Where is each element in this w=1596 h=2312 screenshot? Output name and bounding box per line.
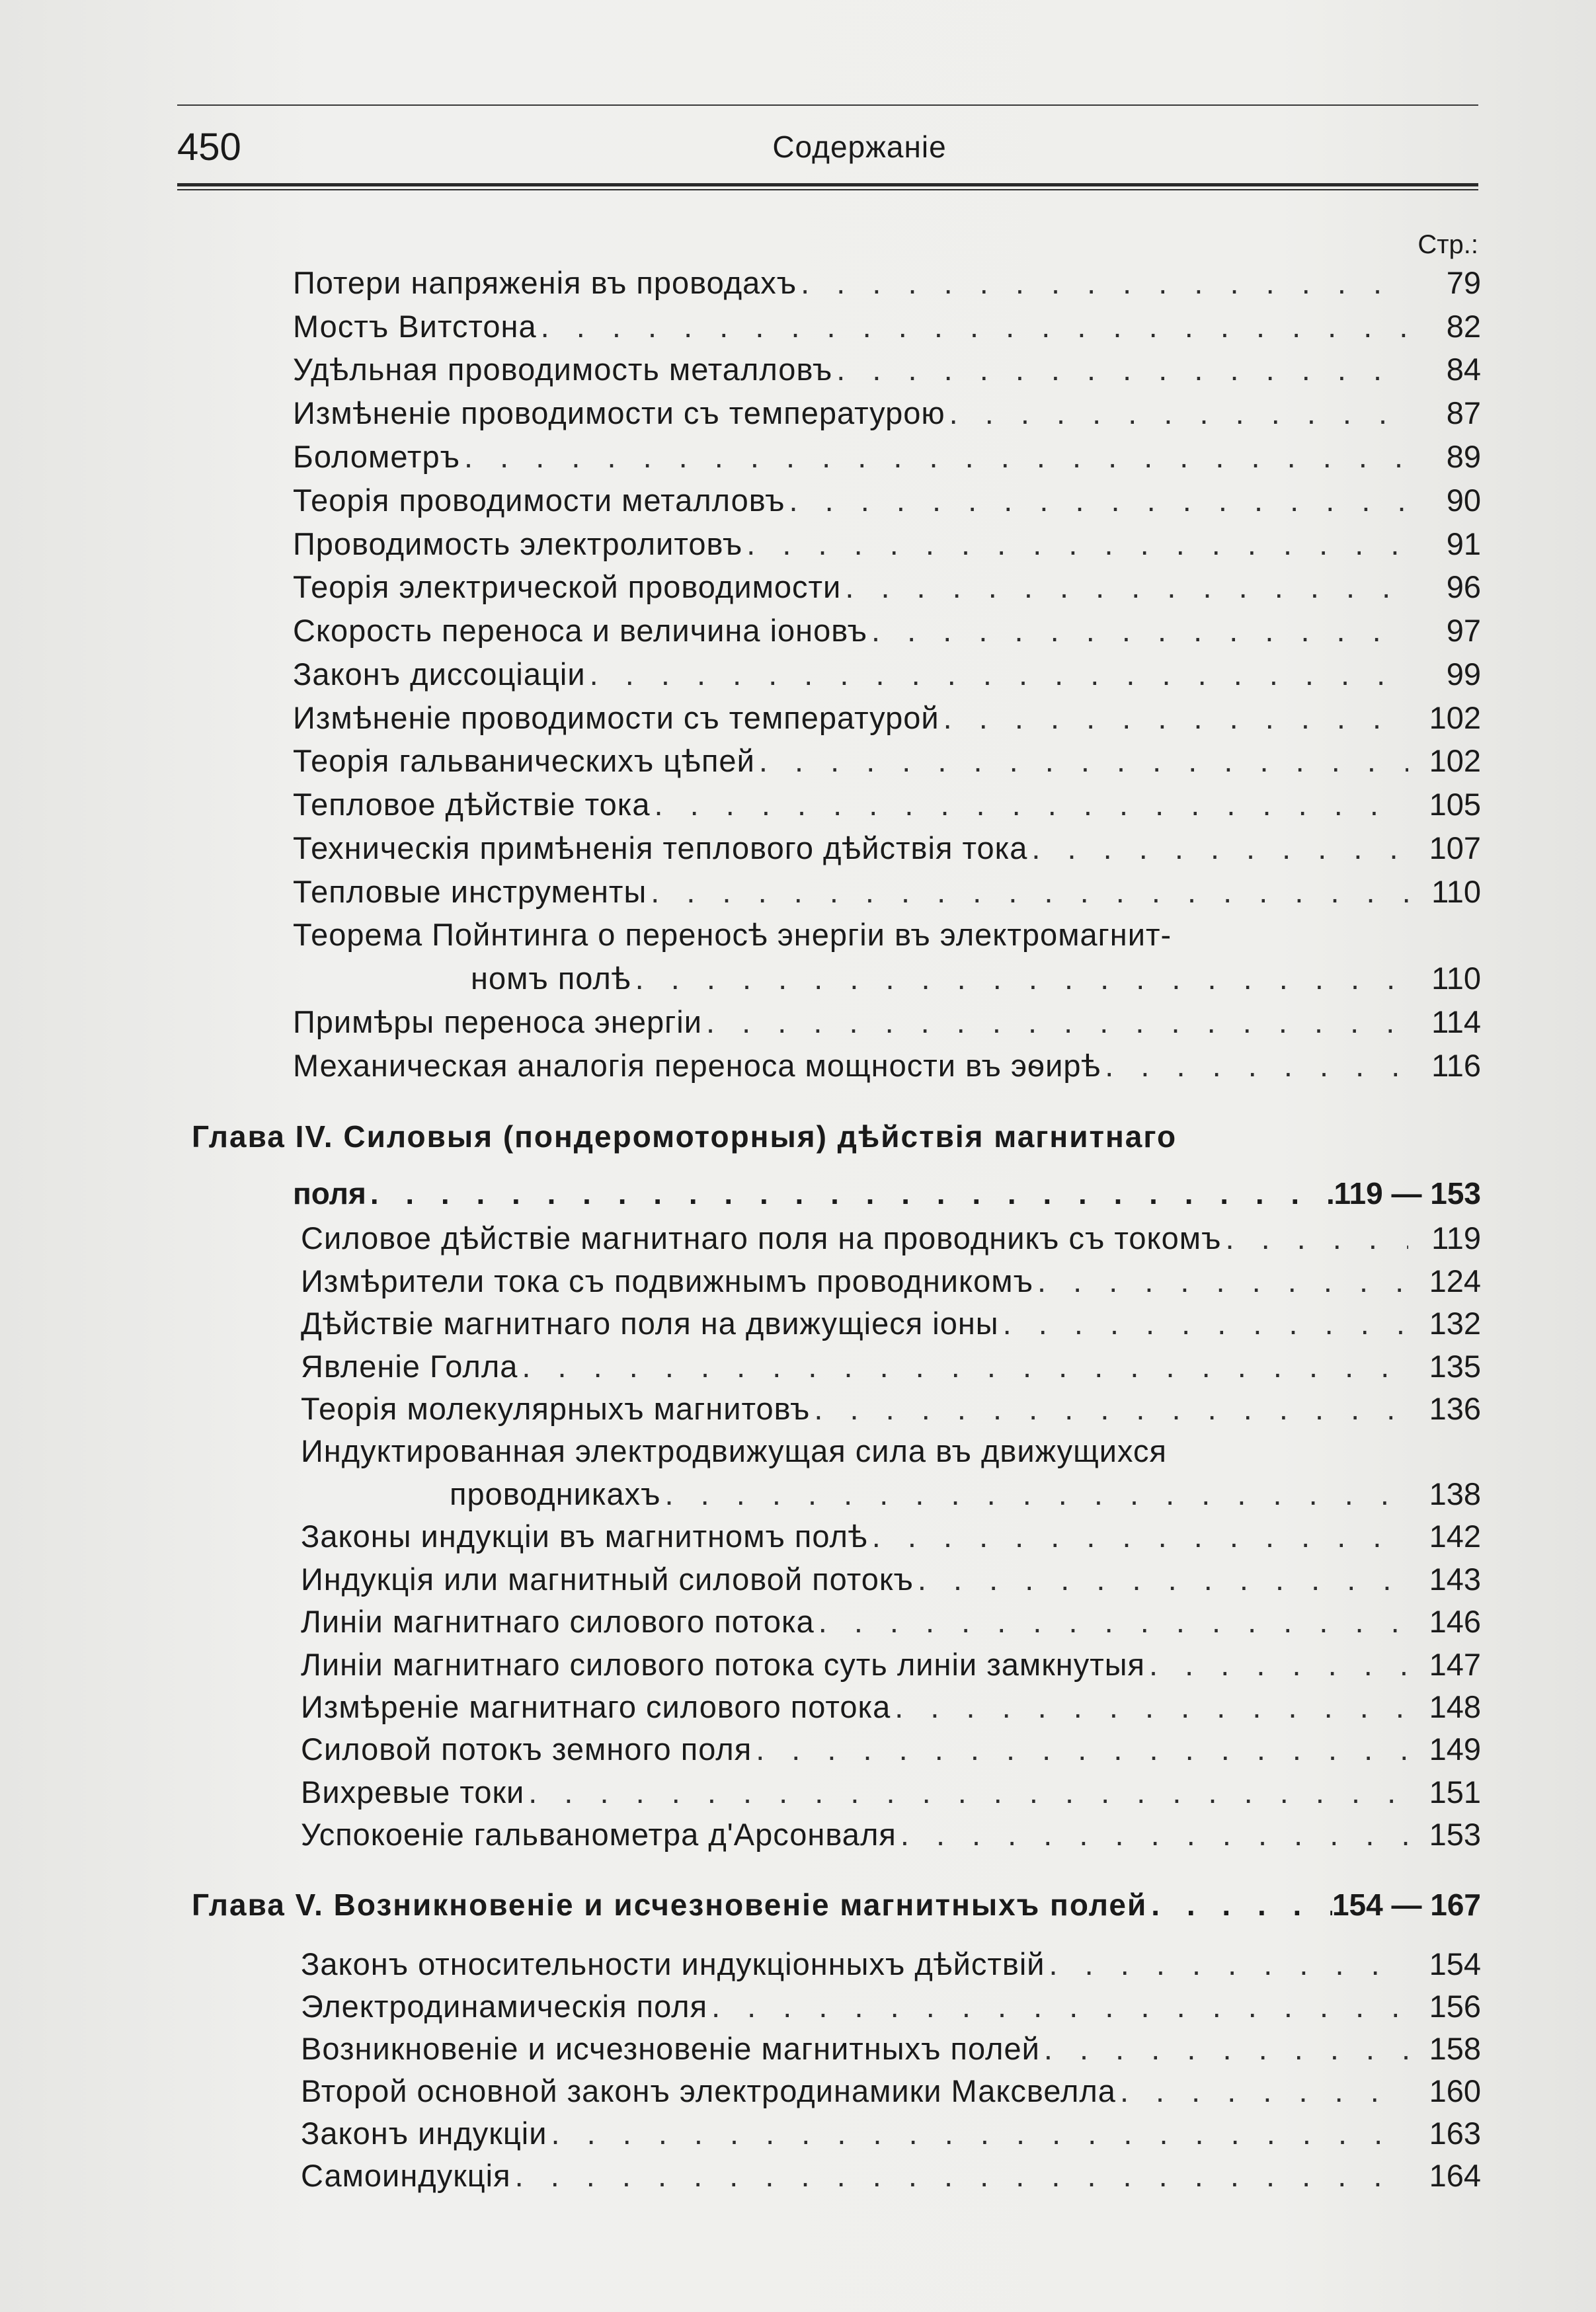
- toc-entry-page: 146: [1429, 1604, 1481, 1639]
- toc-entry-page: 87: [1446, 395, 1481, 430]
- toc-entry: [293, 348, 1481, 391]
- toc-entry-title: Индукція или магнитный силовой потокъ: [301, 1562, 914, 1597]
- page-column-label: Стр.:: [1417, 230, 1478, 259]
- chapter-heading-line2: поля: [293, 1176, 366, 1211]
- toc-entry-page: 90: [1446, 483, 1481, 518]
- dot-leader: [511, 2154, 1408, 2198]
- toc-entry-title: Линіи магнитнаго силового потока: [301, 1604, 815, 1639]
- toc-entry-title: Законъ индукціи: [301, 2116, 547, 2151]
- dot-leader: [1145, 1643, 1408, 1687]
- dot-leader: [702, 1000, 1408, 1044]
- toc-entry-page: 119: [1431, 1220, 1481, 1256]
- toc-entry: [301, 1515, 1481, 1558]
- toc-entry: [293, 261, 1481, 305]
- toc-entry: [293, 435, 1481, 479]
- dot-leader: [1147, 1883, 1332, 1927]
- toc-entry: [301, 1685, 1481, 1729]
- toc-entry: [301, 1942, 1481, 1986]
- dot-leader: [661, 1472, 1408, 1516]
- toc-entry-page: 148: [1429, 1689, 1481, 1724]
- toc-entry-page: 110: [1431, 961, 1481, 996]
- toc-entry-page: 91: [1446, 526, 1481, 561]
- toc-entry: [301, 1387, 1481, 1431]
- toc-entry: [301, 1771, 1481, 1814]
- toc-entry-title: Техническія примѣненія теплового дѣйствія тока: [293, 830, 1028, 865]
- toc-entry-page: 154: [1429, 1946, 1481, 1981]
- toc-entry-title: Теорія молекулярныхъ магнитовъ: [301, 1391, 811, 1426]
- dot-leader: [1045, 1942, 1408, 1986]
- toc-entry-title: Законъ диссоціаціи: [293, 657, 586, 692]
- chapter-page-range: 119 — 153: [1334, 1176, 1481, 1211]
- toc-entry-page: 136: [1429, 1391, 1481, 1426]
- dot-leader: [999, 1302, 1408, 1345]
- dot-leader: [1221, 1216, 1408, 1260]
- toc-entry-title: Теорія проводимости металловъ: [293, 483, 785, 518]
- toc-entry-title: Силовое дѣйствіе магнитнаго поля на проводникъ съ токомъ: [301, 1220, 1222, 1256]
- toc-entry-title-line1: Теорема Пойнтинга о переносѣ энергіи въ электромагнит-: [293, 917, 1172, 952]
- toc-entry: [301, 2154, 1481, 2198]
- dot-leader: [897, 1813, 1408, 1856]
- toc-entry-title: Измѣненіе проводимости съ температурой: [293, 700, 939, 735]
- toc-entry-page: 160: [1429, 2073, 1481, 2108]
- toc-entry: [293, 565, 1481, 609]
- dot-leader: [460, 435, 1408, 479]
- dot-leader: [815, 1600, 1408, 1644]
- toc-entry-title: Успокоеніе гальванометра д'Арсонваля: [301, 1817, 897, 1852]
- toc-entry-page: 138: [1429, 1476, 1481, 1511]
- toc-entry-title: Примѣры переноса энергіи: [293, 1004, 702, 1039]
- toc-entry: [301, 1259, 1481, 1303]
- toc-entry: [301, 1643, 1481, 1687]
- toc-entry-page: 149: [1429, 1732, 1481, 1767]
- toc-entry-page: 97: [1446, 613, 1481, 648]
- toc-entry-title: Потери напряженія въ проводахъ: [293, 265, 797, 300]
- toc-entry-title: Измѣненіе проводимости съ температурою: [293, 395, 945, 430]
- toc-entry-page: 132: [1429, 1306, 1481, 1341]
- toc-entry-page: 142: [1429, 1519, 1481, 1554]
- toc-entry-page: 102: [1429, 700, 1481, 735]
- toc-entry: [293, 522, 1481, 566]
- dot-leader: [707, 1985, 1408, 2028]
- dot-leader: [1101, 1044, 1408, 1088]
- toc-entry: [293, 653, 1481, 696]
- running-title: Содержаніе: [772, 130, 947, 164]
- toc-entry-page: 99: [1446, 657, 1481, 692]
- dot-leader: [755, 739, 1408, 783]
- toc-entry-page: 143: [1429, 1562, 1481, 1597]
- toc-entry-title: Болометръ: [293, 439, 460, 474]
- toc-entry: [301, 1558, 1481, 1601]
- page-number: 450: [177, 126, 241, 169]
- toc-entry-title: Возникновеніе и исчезновеніе магнитныхъ полей: [301, 2031, 1040, 2066]
- toc-entry-page: 153: [1429, 1817, 1481, 1852]
- dot-leader: [537, 305, 1408, 348]
- toc-entry-page: 147: [1429, 1647, 1481, 1682]
- dot-leader: [586, 653, 1408, 696]
- toc-entry-page: 102: [1429, 743, 1481, 778]
- toc-entry: [293, 826, 1481, 870]
- dot-leader: [939, 696, 1408, 740]
- chapter-heading-title: Глава V. Возникновеніе и исчезновеніе магнитныхъ полей: [192, 1888, 1148, 1922]
- toc-entry: [293, 739, 1481, 783]
- toc-entry-page: 124: [1429, 1263, 1481, 1298]
- toc-entry-page: 82: [1446, 309, 1481, 344]
- toc-entry-title: Измѣреніе магнитнаго силового потока: [301, 1689, 891, 1724]
- toc-entry: [301, 1600, 1481, 1644]
- toc-entry: [301, 1985, 1481, 2028]
- chapter-heading: [293, 1172, 1481, 1215]
- dot-leader: [647, 870, 1408, 914]
- toc-entry: [293, 1000, 1481, 1044]
- toc-entry: [301, 2112, 1481, 2155]
- toc-entry: [293, 391, 1481, 435]
- toc-entry-title: Теорія гальваническихъ цѣпей: [293, 743, 755, 778]
- toc-entry-title: Тепловые инструменты: [293, 874, 647, 909]
- toc-entry: [293, 609, 1481, 653]
- dot-leader: [524, 1771, 1408, 1814]
- toc-entry-title: Вихревые токи: [301, 1774, 525, 1810]
- toc-entry-page: 105: [1429, 787, 1481, 822]
- dot-leader: [914, 1558, 1408, 1601]
- dot-leader: [841, 565, 1408, 609]
- toc-entry-title: Дѣйствіе магнитнаго поля на движущіеся іоны: [301, 1306, 999, 1341]
- dot-leader: [742, 522, 1408, 566]
- toc-entry-title: Мостъ Витстона: [293, 309, 537, 344]
- toc-entry-page: 84: [1446, 352, 1481, 387]
- toc-entry-title: Линіи магнитнаго силового потока суть линіи замкнутыя: [301, 1647, 1145, 1682]
- toc-entry-title: Самоиндукція: [301, 2158, 511, 2193]
- toc-entry-page: 89: [1446, 439, 1481, 474]
- toc-entry-page: 135: [1429, 1349, 1481, 1384]
- dot-leader: [891, 1685, 1408, 1729]
- toc-entry: [293, 696, 1481, 740]
- toc-entry-page: 163: [1429, 2116, 1481, 2151]
- chapter-heading: [192, 1883, 1481, 1927]
- toc-entry-title: Электродинамическія поля: [301, 1989, 708, 2024]
- header-rule-thick: [177, 183, 1478, 186]
- toc-entry-page: 114: [1431, 1004, 1481, 1039]
- toc-entry-page: 107: [1429, 830, 1481, 865]
- dot-leader: [867, 609, 1408, 653]
- dot-leader: [547, 2112, 1408, 2155]
- toc-entry-page: 110: [1431, 874, 1481, 909]
- dot-leader: [868, 1515, 1408, 1558]
- dot-leader: [1040, 2027, 1408, 2071]
- toc-entry-title: Измѣрители тока съ подвижнымъ проводникомъ: [301, 1263, 1033, 1298]
- dot-leader: [366, 1172, 1334, 1215]
- chapter-heading-line1: Глава IV. Силовыя (пондеромоторныя) дѣйствія магнитнаго: [192, 1119, 1177, 1154]
- toc-entry-title: Второй основной законъ электродинамики Максвелла: [301, 2073, 1116, 2108]
- dot-leader: [651, 783, 1408, 826]
- toc-entry: [293, 783, 1481, 826]
- dot-leader: [832, 348, 1408, 391]
- toc-entry-title: Проводимость электролитовъ: [293, 526, 743, 561]
- toc-entry-title: Удѣльная проводимость металловъ: [293, 352, 833, 387]
- dot-leader: [945, 391, 1408, 435]
- dot-leader: [797, 261, 1408, 305]
- toc-entry: [301, 2069, 1481, 2113]
- dot-leader: [1027, 826, 1408, 870]
- toc-entry: [293, 1044, 1481, 1088]
- toc-entry-title: Теорія электрической проводимости: [293, 569, 842, 604]
- toc-entry-page: 151: [1429, 1774, 1481, 1810]
- toc-entry: [301, 1345, 1481, 1388]
- toc-entry: [301, 1302, 1481, 1345]
- header-rule-thin: [177, 189, 1478, 190]
- dot-leader: [785, 479, 1408, 522]
- dot-leader: [1033, 1259, 1408, 1303]
- toc-entry: [293, 479, 1481, 522]
- toc-entry-page: 96: [1446, 569, 1481, 604]
- toc-entry-title: Скорость переноса и величина іоновъ: [293, 613, 868, 648]
- toc-entry-title: Тепловое дѣйствіе тока: [293, 787, 651, 822]
- toc-entry-page: 156: [1429, 1989, 1481, 2024]
- dot-leader: [752, 1728, 1408, 1771]
- toc-entry-title-line1: Индуктированная электродвижущая сила въ движущихся: [301, 1433, 1167, 1468]
- toc-entry-title: Силовой потокъ земного поля: [301, 1732, 752, 1767]
- toc-entry: [450, 1472, 1481, 1516]
- toc-entry: [293, 870, 1481, 914]
- toc-entry-page: 116: [1431, 1048, 1481, 1083]
- toc-entry-title-line2: номъ полѣ: [471, 961, 631, 996]
- toc-entry-page: 164: [1429, 2158, 1481, 2193]
- top-edge-rule: [177, 104, 1478, 106]
- toc-entry: [301, 1813, 1481, 1856]
- toc-entry: [301, 2027, 1481, 2071]
- dot-leader: [810, 1387, 1408, 1431]
- toc-entry: [471, 957, 1481, 1000]
- toc-entry-title: Законы индукціи въ магнитномъ полѣ: [301, 1519, 868, 1554]
- dot-leader: [518, 1345, 1408, 1388]
- toc-entry: [293, 305, 1481, 348]
- toc-entry-page: 158: [1429, 2031, 1481, 2066]
- toc-entry-page: 79: [1446, 265, 1481, 300]
- dot-leader: [1116, 2069, 1408, 2113]
- toc-entry-title-line2: проводникахъ: [450, 1476, 661, 1511]
- dot-leader: [631, 957, 1408, 1000]
- toc-entry-title: Законъ относительности индукціонныхъ дѣйствій: [301, 1946, 1045, 1981]
- toc-entry: [301, 1216, 1481, 1260]
- toc-entry: [301, 1728, 1481, 1771]
- toc-entry-title: Явленіе Голла: [301, 1349, 518, 1384]
- chapter-page-range: 154 — 167: [1332, 1888, 1481, 1922]
- toc-entry-title: Механическая аналогія переноса мощности въ эѳирѣ: [293, 1048, 1101, 1083]
